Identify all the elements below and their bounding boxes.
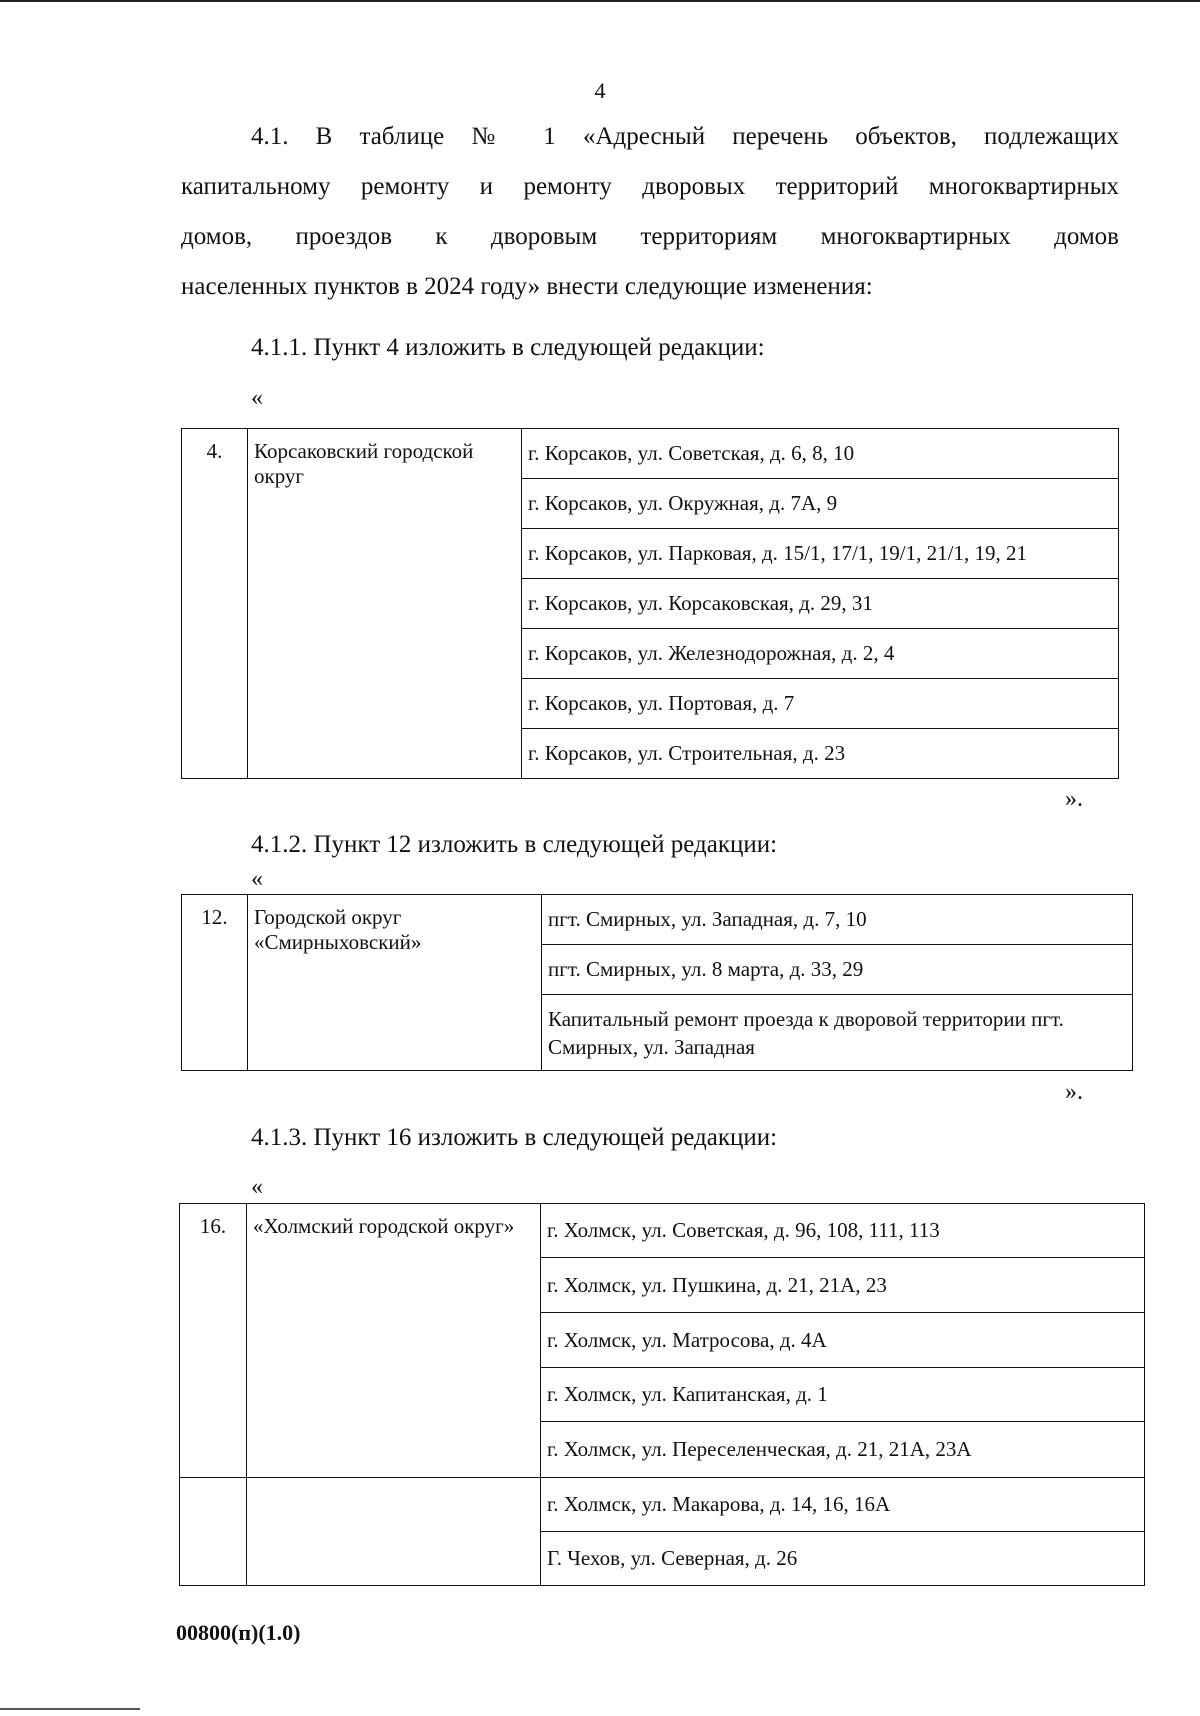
intro-line: домов, проездов к дворовым территориям многоквартирных домов — [181, 223, 1119, 250]
intro-line: населенных пунктов в 2024 году» внести следующие изменения: — [181, 273, 873, 300]
municipality-name: Городской округ «Смирныховский» — [248, 895, 542, 1071]
empty-cell — [247, 1478, 541, 1586]
address-cell: г. Корсаков, ул. Парковая, д. 15/1, 17/1, 19/1, 21/1, 19, 21 — [522, 529, 1119, 579]
section-heading: 4.1.2. Пункт 12 изложить в следующей редакции: — [251, 831, 778, 858]
municipality-name: Корсаковский городской округ — [248, 429, 522, 779]
intro-paragraph — [181, 112, 1119, 312]
address-cell: г. Холмск, ул. Капитанская, д. 1 — [541, 1368, 1145, 1422]
address-cell: г. Корсаков, ул. Строительная, д. 23 — [522, 729, 1119, 779]
close-quote: ». — [1065, 1079, 1083, 1105]
row-number: 16. — [180, 1204, 247, 1478]
address-table-2 — [181, 894, 1133, 1071]
address-cell: Капитальный ремонт проезда к дворовой территории пгт. Смирных, ул. Западная — [542, 995, 1133, 1071]
row-number: 12. — [182, 895, 248, 1071]
address-cell: г. Корсаков, ул. Железнодорожная, д. 2, 4 — [522, 629, 1119, 679]
scan-edge-top — [0, 0, 1200, 2]
section-heading: 4.1.3. Пункт 16 изложить в следующей редакции: — [251, 1124, 778, 1151]
scan-edge-bottom — [0, 1708, 140, 1710]
section-heading: 4.1.1. Пункт 4 изложить в следующей редакции: — [251, 334, 765, 361]
address-cell: г. Холмск, ул. Макарова, д. 14, 16, 16А — [541, 1478, 1145, 1532]
address-table-1 — [181, 428, 1119, 779]
close-quote: ». — [1065, 786, 1083, 812]
address-cell: г. Корсаков, ул. Корсаковская, д. 29, 31 — [522, 579, 1119, 629]
address-cell: пгт. Смирных, ул. 8 марта, д. 33, 29 — [542, 945, 1133, 995]
page-number: 4 — [594, 78, 606, 103]
municipality-name: «Холмский городской округ» — [247, 1204, 541, 1478]
address-table-3 — [179, 1203, 1145, 1586]
address-cell: Г. Чехов, ул. Северная, д. 26 — [541, 1532, 1145, 1586]
address-cell: г. Холмск, ул. Советская, д. 96, 108, 111, 113 — [541, 1204, 1145, 1258]
intro-line: 4.1. В таблице № 1 «Адресный перечень объектов, подлежащих — [251, 123, 1119, 150]
address-cell: г. Холмск, ул. Матросова, д. 4А — [541, 1313, 1145, 1368]
address-cell: г. Холмск, ул. Пушкина, д. 21, 21А, 23 — [541, 1258, 1145, 1313]
row-number: 4. — [182, 429, 248, 779]
address-cell: г. Корсаков, ул. Окружная, д. 7А, 9 — [522, 479, 1119, 529]
open-quote: « — [251, 866, 263, 892]
intro-line: капитальному ремонту и ремонту дворовых территорий многоквартирных — [181, 173, 1119, 200]
address-cell: пгт. Смирных, ул. Западная, д. 7, 10 — [542, 895, 1133, 945]
address-cell: г. Корсаков, ул. Портовая, д. 7 — [522, 679, 1119, 729]
address-cell: г. Корсаков, ул. Советская, д. 6, 8, 10 — [522, 429, 1119, 479]
open-quote: « — [251, 1174, 263, 1200]
empty-cell — [180, 1478, 247, 1586]
document-code: 00800(п)(1.0) — [176, 1620, 301, 1645]
address-cell: г. Холмск, ул. Переселенческая, д. 21, 21А, 23А — [541, 1422, 1145, 1478]
open-quote: « — [251, 385, 263, 411]
